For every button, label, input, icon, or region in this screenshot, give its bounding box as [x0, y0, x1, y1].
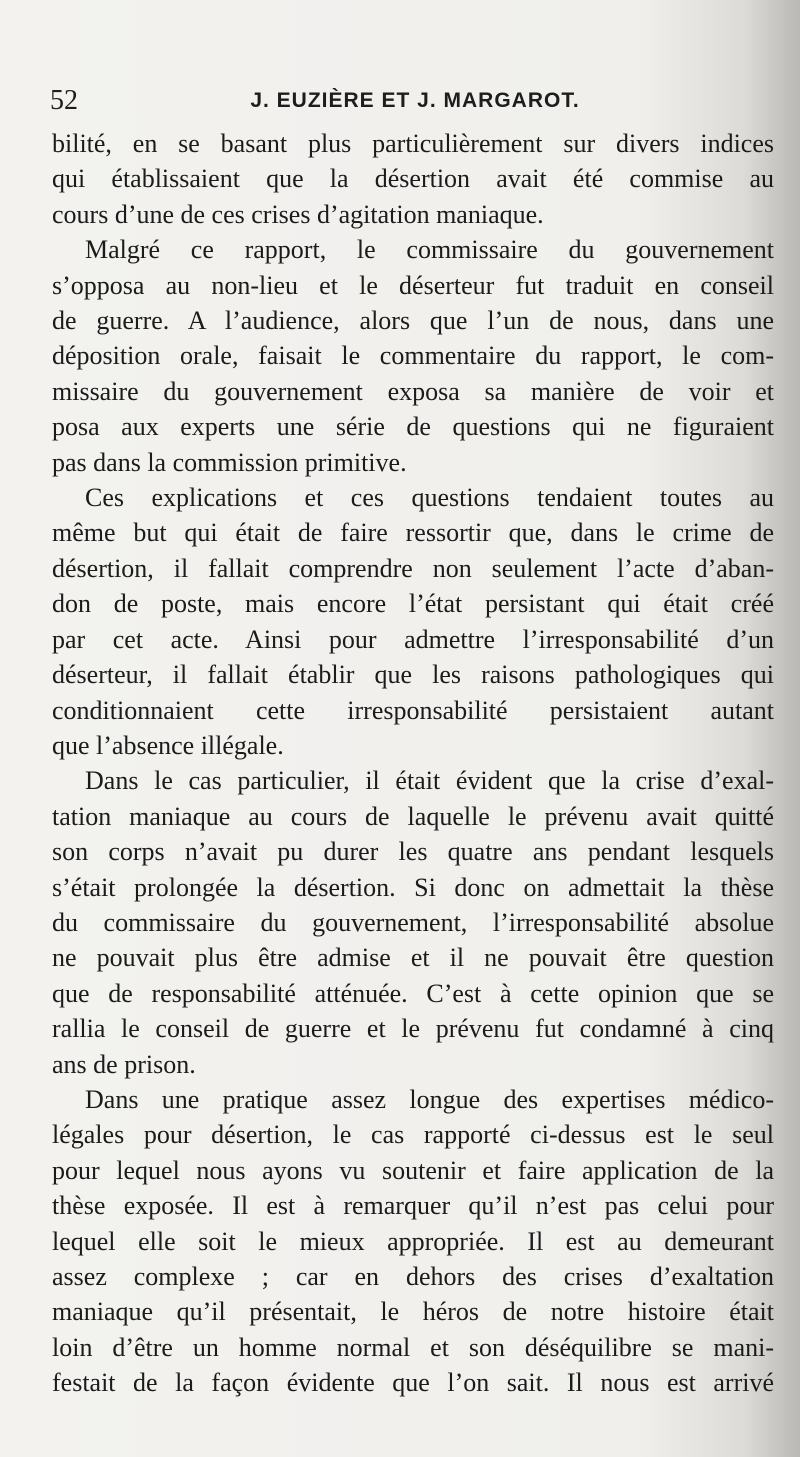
text-line: don de poste, mais encore l’état persistant qui était créé: [52, 589, 774, 619]
text-line: par cet acte. Ainsi pour admettre l’irresponsabilité d’un: [52, 624, 774, 654]
text-line: déposition orale, faisait le commentaire du rapport, le com-: [52, 341, 774, 371]
body-text: [52, 126, 774, 1401]
text-line: rallia le conseil de guerre et le prévenu fut condamné à cinq: [52, 1014, 774, 1044]
text-line: pour lequel nous ayons vu soutenir et faire application de la: [52, 1155, 774, 1185]
text-line: missaire du gouvernement exposa sa manière de voir et: [52, 376, 774, 406]
text-line: Malgré ce rapport, le commissaire du gouvernement: [85, 235, 774, 265]
text-line: s’était prolongée la désertion. Si donc on admettait la thèse: [52, 872, 774, 902]
text-line: festait de la façon évidente que l’on sait. Il nous est arrivé: [52, 1368, 774, 1398]
text-line: cours d’une de ces crises d’agitation maniaque.: [52, 199, 544, 229]
text-line: de guerre. A l’audience, alors que l’un de nous, dans une: [52, 306, 774, 336]
page-number: 52: [50, 85, 78, 116]
text-line: tation maniaque au cours de laquelle le prévenu avait quitté: [52, 801, 774, 831]
text-line: légales pour désertion, le cas rapporté ci-dessus est le seul: [52, 1120, 774, 1150]
text-line: ans de prison.: [52, 1049, 196, 1079]
text-line: que l’absence illégale.: [52, 730, 284, 760]
text-line: Dans le cas particulier, il était évident que la crise d’exal-: [85, 766, 774, 796]
text-line: Dans une pratique assez longue des expertises médico-: [85, 1084, 774, 1114]
text-line: loin d’être un homme normal et son déséquilibre se mani-: [52, 1332, 774, 1362]
text-line: posa aux experts une série de questions qui ne figuraient: [52, 412, 774, 442]
text-line: s’opposa au non-lieu et le déserteur fut traduit en conseil: [52, 270, 774, 300]
text-line: bilité, en se basant plus particulièrement sur divers indices: [52, 129, 774, 158]
text-line: même but qui était de faire ressortir que, dans le crime de: [52, 518, 774, 548]
text-line: maniaque qu’il présentait, le héros de notre histoire était: [52, 1297, 774, 1327]
running-head: J. EUZIÈRE ET J. MARGAROT.: [250, 89, 580, 112]
text-line: Ces explications et ces questions tendaient toutes au: [85, 483, 774, 513]
text-line: lequel elle soit le mieux appropriée. Il est au demeurant: [52, 1226, 774, 1256]
text-line: désertion, il fallait comprendre non seulement l’acte d’aban-: [52, 553, 774, 583]
text-line: déserteur, il fallait établir que les raisons pathologiques qui: [52, 660, 774, 690]
text-line: assez complexe ; car en dehors des crises d’exaltation: [52, 1262, 774, 1291]
page-header: [50, 83, 780, 119]
text-line: ne pouvait plus être admise et il ne pouvait être question: [52, 943, 774, 973]
text-line: du commissaire du gouvernement, l’irresponsabilité absolue: [52, 907, 774, 937]
text-line: pas dans la commission primitive.: [52, 447, 407, 477]
text-line: thèse exposée. Il est à remarquer qu’il n’est pas celui pour: [52, 1191, 774, 1221]
text-line: que de responsabilité atténuée. C’est à cette opinion que se: [52, 978, 774, 1008]
text-line: son corps n’avait pu durer les quatre ans pendant lesquels: [52, 837, 774, 867]
text-line: qui établissaient que la désertion avait été commise au: [52, 164, 774, 194]
text-line: conditionnaient cette irresponsabilité persistaient autant: [52, 695, 774, 725]
